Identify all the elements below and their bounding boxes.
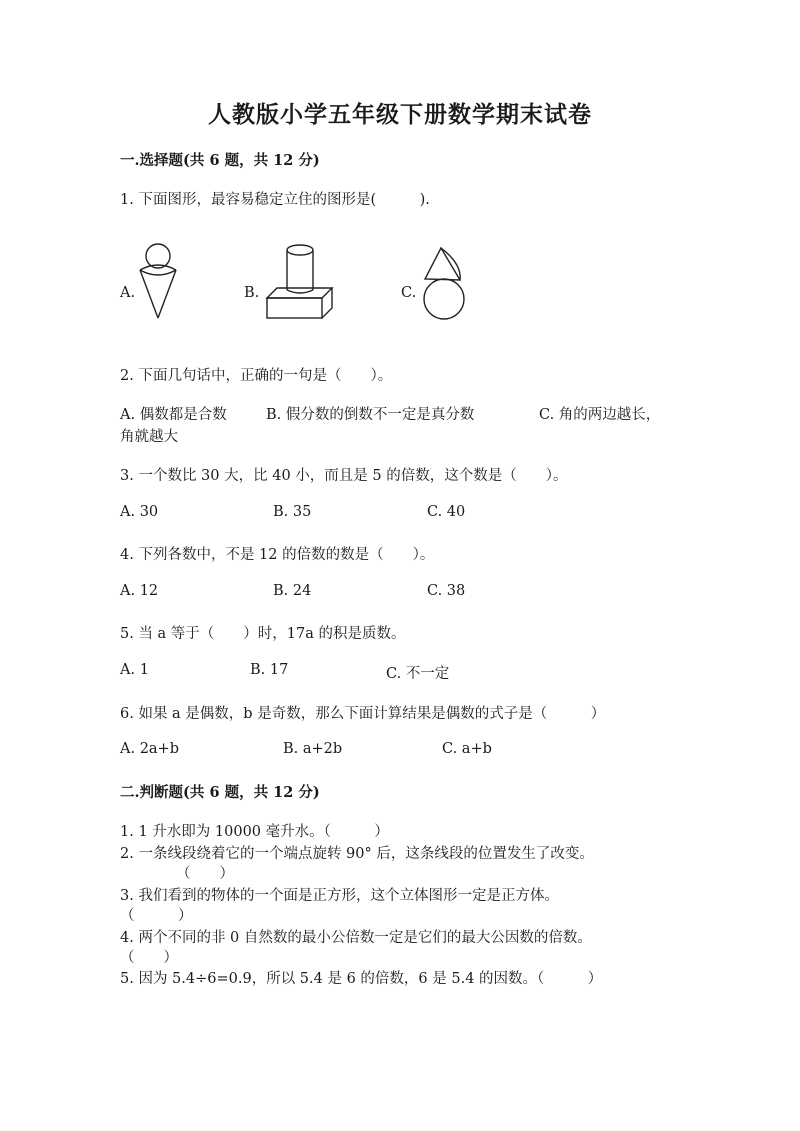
question-6-option-a: A. 2a+b (120, 741, 179, 757)
question-3-stem: 3. 一个数比 30 大，比 40 小，而且是 5 的倍数，这个数是（ ）。 (120, 468, 568, 484)
question-5-option-a: A. 1 (120, 662, 149, 678)
sphere-on-cone-figure (136, 240, 184, 322)
question-6-option-b: B. a+2b (283, 741, 343, 757)
question-6-option-c: C. a+b (442, 741, 492, 757)
question-2-stem: 2. 下面几句话中，正确的一句是（ ）。 (120, 368, 393, 384)
question-1-option-b: B. (244, 285, 260, 301)
judgment-3: 3. 我们看到的物体的一个面是正方形，这个立体图形一定是正方体。 (120, 888, 559, 904)
judgment-4: 4. 两个不同的非 0 自然数的最小公倍数一定是它们的最大公因数的倍数。 (120, 930, 592, 946)
question-1-option-c: C. (401, 285, 417, 301)
section-heading-true-false: 二.判断题(共 6 题，共 12 分) (120, 784, 320, 801)
judgment-1: 1. 1 升水即为 10000 毫升水。（ ） (120, 824, 389, 840)
question-2-option-a: A. 偶数都是合数 (120, 407, 227, 423)
question-5-stem: 5. 当 a 等于（ ）时，17a 的积是质数。 (120, 626, 406, 642)
cone-on-sphere-figure (420, 244, 472, 322)
question-3-option-b: B. 35 (273, 504, 312, 520)
judgment-5: 5. 因为 5.4÷6=0.9，所以 5.4 是 6 的倍数，6 是 5.4 的因数。（ ） (120, 971, 603, 987)
judgment-4-answer-blank: （ ） (120, 950, 178, 966)
question-3-option-c: C. 40 (427, 504, 466, 520)
question-4-option-a: A. 12 (120, 583, 159, 599)
question-2-option-b: B. 假分数的倒数不一定是真分数 (266, 407, 475, 423)
question-6-stem: 6. 如果 a 是偶数，b 是奇数，那么下面计算结果是偶数的式子是（ ） (120, 706, 606, 722)
question-1-option-a: A. (120, 285, 136, 301)
judgment-2: 2. 一条线段绕着它的一个端点旋转 90° 后，这条线段的位置发生了改变。 (120, 846, 594, 862)
question-4-option-b: B. 24 (273, 583, 312, 599)
judgment-3-answer-blank: （ ） (120, 908, 193, 924)
cylinder-on-cuboid-figure (264, 242, 334, 322)
question-2-option-c: C. 角的两边越长， (539, 407, 661, 423)
judgment-2-answer-blank: （ ） (176, 866, 234, 882)
page-title: 人教版小学五年级下册数学期末试卷 (208, 101, 592, 128)
question-4-option-c: C. 38 (427, 583, 466, 599)
section-heading-choice: 一.选择题(共 6 题，共 12 分) (120, 152, 320, 169)
question-1-stem: 1. 下面图形，最容易稳定立住的图形是( ). (120, 192, 430, 208)
question-2-option-c-continued: 角就越大 (120, 429, 178, 445)
question-5-option-b: B. 17 (250, 662, 289, 678)
question-5-option-c: C. 不一定 (386, 666, 450, 682)
question-3-option-a: A. 30 (120, 504, 159, 520)
question-4-stem: 4. 下列各数中，不是 12 的倍数的数是（ ）。 (120, 547, 435, 563)
